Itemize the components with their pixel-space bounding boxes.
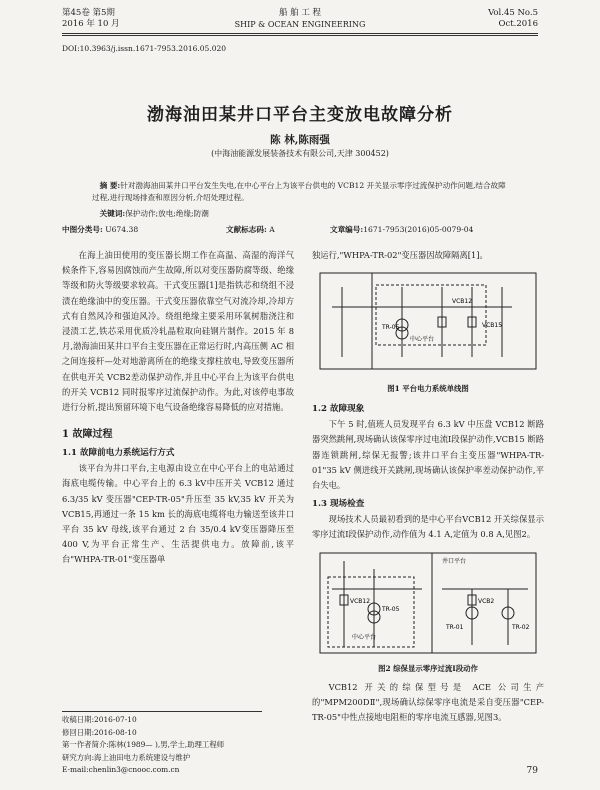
volume-en: Vol.45 No.5 (488, 8, 538, 18)
fig2-label-central: 中心平台 (352, 633, 377, 641)
page-number: 79 (526, 766, 538, 776)
journal-cn: 船 舶 工 程 (278, 8, 322, 18)
right-top-text: 独运行,"WHPA-TR-02"变压器因故障隔离[1]。 (312, 250, 488, 260)
fig1-label-tr05: TR-05 (382, 324, 400, 332)
keywords (92, 208, 512, 220)
header-volume (62, 8, 120, 30)
section-1-2-heading: 1.2 故障现象 (312, 404, 365, 415)
fig2-label-vcb12: VCB12 (350, 597, 371, 605)
clc-value: U674.38 (105, 225, 139, 234)
clc-label: 中图分类号: (62, 225, 103, 234)
footnote-research: 研究方向:海上油田电力系统建设与维护 (62, 752, 191, 762)
fig2-label-tr02: TR-02 (512, 623, 530, 631)
header-rule-2 (62, 35, 538, 36)
footnote-email: E-mail:chenlin3@cnooc.com.cn (62, 765, 180, 774)
abstract (92, 180, 512, 204)
fig2-label-tr05: TR-05 (382, 605, 400, 613)
article-no (330, 224, 473, 236)
intro-paragraph: 在海上油田使用的变压器长期工作在高温、高湿的海洋气候条件下,容易因腐蚀而产生故障,所以对变压器防腐等级、绝缘等级和防火等级要求较高。干式变压器[1]是指铁芯和绕组不浸渍在绝缘油中的变压器。干式变压器依靠空气对流冷却,冷却方式有自然风冷和强迫风冷。绕组绝缘主要采用环氧树脂浇注和浸渍工艺,铁芯采用优质冷轧晶粒取向硅钢片制作。2015 年 8 月,渤海油田某井口平台主变压器在正常运行时,内高压侧 AC 相之间连接杆—处对地游离所在的绝缘支撑柱放电,导致变压器所在供电开关 VCB2差动保护动作,并且中心平台上为该平台供电的开关 VCB12 同时报零序过流保护动作。为此,对该停电事故进行分析,提出预留环境下电气设备绝缘容易降低的应对措施。 (62, 250, 294, 413)
header-rule (62, 33, 538, 34)
right-column (312, 248, 544, 725)
section-1-1-heading: 1.1 故障前电力系统运行方式 (62, 448, 175, 459)
abstract-label: 摘 要: (99, 181, 121, 190)
paper-title: 渤海油田某井口平台主变放电故障分析 (147, 105, 453, 125)
figure-1-diagram (312, 267, 544, 379)
figure-1-caption: 图1 平台电力系统单线图 (387, 384, 469, 394)
section-1-2-paragraph: 下午 5 时,值班人员发现平台 6.3 kV 中压盘 VCB12 断路器突然跳闸,现场确认该保零序过电流Ⅰ段保护动作,VCB15 断路器连锁跳闸,综保无报警;该井口平台主变压器"WHPA-TR-01"35 kV 侧进线开关跳闸,现场确认该保护率差动保护动作,平台失电。 (312, 419, 544, 491)
footnote-revised: 修回日期:2016-08-10 (62, 727, 137, 737)
article-no-label: 文章编号: (330, 225, 364, 234)
doi: DOI:10.3963/j.issn.1671-7953.2016.05.020 (62, 44, 227, 53)
keywords-text: 保护动作;放电;绝缘;防潮 (125, 209, 209, 218)
section-1-3-paragraph: 现场技术人员最初看到的是中心平台VCB12 开关综保显示零序过流Ⅰ段保护动作,动作值为 4.1 A,定值为 0.8 A,见图2。 (312, 514, 544, 540)
footnote-received: 收稿日期:2016-07-10 (62, 715, 137, 724)
fig2-label-vcb2: VCB2 (478, 597, 495, 605)
left-column (62, 248, 294, 568)
footnote-author: 第一作者简介:陈林(1989— ),男,学士,助理工程师 (62, 740, 225, 749)
section-1-3-paragraph-2: VCB12 开关的综保型号是 ACE 公司生产的"MPM200DⅡ",现场确认综保零序电流是采自变压器"CEP-TR-05"中性点接地电阻柜的零序电流互感器,见图3。 (312, 681, 544, 723)
figure-2-diagram (312, 549, 544, 659)
section-1-1-paragraph: 该平台为井口平台,主电源由设立在中心平台上的电站通过海底电缆传输。中心平台上的 6.3 kV中压开关 VCB12 通过 6.3/35 kV 变压器"CEP-TR-05"升压至 35 kV,35 kV 开关为 VCB15,再通过一条 15 km 长的海底电缆将电力输送至该井口平台 35 kV 母线,该平台通过 2 台 35/0.4 kV变压器降压至 400 V,为平台正常生产、生活提供电力。放障前,该平台"WHPA-TR-01"变压器单 (62, 463, 294, 565)
fig2-label-wellhead: 井口平台 (442, 557, 467, 565)
journal-en: SHIP & OCEAN ENGINEERING (234, 20, 366, 29)
date-en: Oct.2016 (498, 19, 538, 29)
header-volume-en (488, 8, 538, 30)
fig1-label-central: 中心平台 (410, 336, 435, 344)
doc-code (226, 224, 275, 236)
fig1-label-vcb15: VCB15 (482, 322, 503, 330)
footnote-rule (62, 711, 262, 712)
date-cn: 2016 年 10 月 (62, 19, 120, 29)
section-1-3-heading: 1.3 现场检查 (312, 499, 365, 510)
authors: 陈 林,陈雨强 (270, 134, 330, 146)
abstract-text: 针对渤海油田某井口平台发生失电,在中心平台上为该平台供电的 VCB12 开关显示零序过流保护动作问题,结合故障过程,进行现场排查和原因分析,介绍处理过程。 (92, 181, 506, 202)
footnote (62, 714, 294, 777)
fig1-frame (320, 273, 536, 369)
volume-cn: 第45卷 第5期 (62, 8, 115, 18)
doc-code-label: 文献标志码: (226, 225, 267, 234)
clc (62, 224, 138, 236)
article-no-value: 1671-7953(2016)05-0079-04 (363, 225, 474, 234)
header-journal (200, 8, 400, 30)
affiliation: (中海油能源发展装备技术有限公司,天津 300452) (211, 149, 389, 158)
figure-2-caption: 图2 综保显示零序过流Ⅰ段动作 (378, 663, 478, 673)
section-1-heading: 1 故障过程 (62, 429, 113, 441)
fig2-label-tr01: TR-01 (446, 623, 464, 631)
doc-code-value: A (269, 225, 275, 234)
fig1-label-vcb12: VCB12 (452, 298, 473, 306)
keywords-label: 关键词: (99, 209, 126, 218)
